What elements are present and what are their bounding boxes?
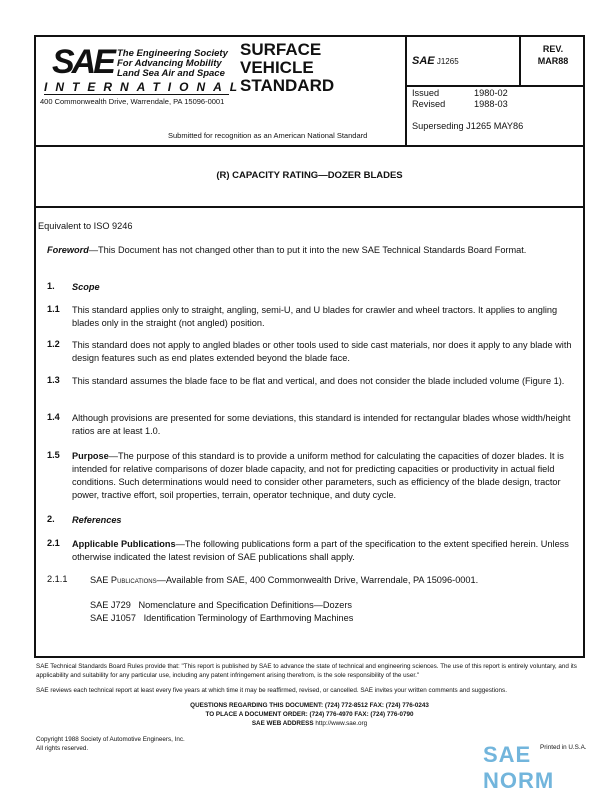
para-number: 1.5: [47, 450, 60, 460]
sae-logo: SAE: [52, 43, 113, 81]
policy-note: SAE Technical Standards Board Rules provide that: "This report is published by SAE to advance the state of technical and engineering sciences. The use of this report is entirely voluntary, and its applicability and suitability for any particular use, including any patent infringement arising therefrom, is the sole responsibility of the user.": [36, 663, 577, 679]
watermark: SAE NORM: [483, 742, 555, 793]
equivalent-note: Equivalent to ISO 9246: [38, 221, 133, 231]
printed-note: Printed in U.S.A.: [540, 744, 587, 751]
standard-type: SURFACE VEHICLE STANDARD: [240, 40, 335, 95]
document-title: (R) CAPACITY RATING—DOZER BLADES: [216, 170, 403, 181]
reference-list: SAE J729 Nomenclature and Specification Definitions—Dozers SAE J1057 Identification Terminology of Earthmoving Machines: [90, 600, 354, 623]
para-number: 1.3: [47, 375, 60, 385]
para-number: 2.1: [47, 538, 60, 548]
paragraph: This standard does not apply to angled blades or other tools used to side cast materials, nor does it apply to any blade with design features such as end plates extended beyond the blade face.: [72, 340, 572, 363]
paragraph: SAE Publications—Available from SAE, 400 Commonwealth Drive, Warrendale, PA 15096-0001.: [90, 575, 479, 585]
paragraph: Applicable Publications—The following publications form a part of the specification to the extent specified herein. Unless otherwise indicated the latest revision of SAE publications shall apply.: [72, 539, 569, 562]
paragraph: This standard assumes the blade face to be flat and vertical, and does not consider the blade included volume (Figure 1).: [72, 376, 565, 386]
doc-number: SAE J1265: [412, 55, 459, 67]
section-heading: References: [72, 515, 122, 525]
paragraph: Purpose—The purpose of this standard is to provide a uniform method for calculating the capacities of dozer blades. It is intended for relative comparisons of dozer blade capacity, and not for predicting capacities or productivity in actual field conditions. Such determinations would need to consider other parameters, such as efficiency of the blade design, tractor power, tractive effort, soil properties, terrain, operator technique, and duty cycle.: [72, 451, 564, 500]
section-heading: Scope: [72, 282, 100, 292]
para-number: 1.4: [47, 412, 60, 422]
issue-dates: Issued 1980-02 Revised 1988-03: [412, 88, 508, 109]
contact-info: QUESTIONS REGARDING THIS DOCUMENT: (724) 772-8512 FAX: (724) 776-0243 TO PLACE A DOCUMENT ORDER: (724) 776-4970 FAX: (724) 776-0790 SAE WEB ADDRESS http://www.sae.org: [190, 702, 429, 727]
paragraph: Although provisions are presented for some deviations, this standard is intended for rectangular blades whose width/height ratios are at least 1.0.: [72, 413, 571, 436]
para-number: 2.1.1: [47, 574, 68, 584]
copyright: Copyright 1988 Society of Automotive Engineers, Inc. All rights reserved.: [36, 736, 185, 752]
society-tagline: The Engineering Society For Advancing Mobility Land Sea Air and Space: [117, 48, 228, 79]
review-note: SAE reviews each technical report at least every five years at which time it may be reaffirmed, revised, or cancelled. SAE invites your written comments and suggestions.: [36, 687, 507, 694]
section-number: 2.: [47, 514, 55, 524]
paragraph: This standard applies only to straight, angling, semi-U, and U blades for crawler and wheel tractors. It applies to angling blades only in the straight (not angled) position.: [72, 305, 558, 328]
revision: REV. MAR88: [537, 44, 569, 66]
section-number: 1.: [47, 281, 55, 291]
foreword: Foreword—This Document has not changed other than to put it into the new SAE Technical Standards Board Format.: [47, 245, 527, 255]
address: 400 Commonwealth Drive, Warrendale, PA 15096-0001: [40, 97, 225, 106]
para-number: 1.2: [47, 339, 60, 349]
international-label: INTERNATIONAL: [44, 80, 246, 94]
para-number: 1.1: [47, 304, 60, 314]
superseding: Superseding J1265 MAY86: [412, 121, 524, 131]
submitted-note: Submitted for recognition as an American National Standard: [168, 131, 368, 140]
